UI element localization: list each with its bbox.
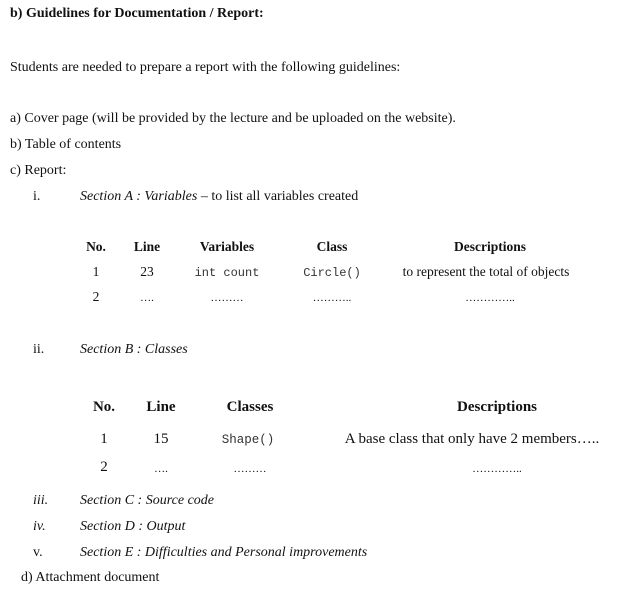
table-b-row-2-no: 2 [100, 459, 108, 475]
table-a-header-class: Class [316, 239, 348, 254]
list-item-table-of-contents: b) Table of contents [10, 137, 122, 152]
roman-numeral-iv: iv. [33, 519, 46, 534]
list-item-attachment: d) Attachment document [21, 570, 160, 585]
list-item-report: c) Report: [10, 163, 67, 178]
roman-numeral-v: v. [33, 545, 43, 560]
roman-numeral-ii: ii. [33, 342, 45, 357]
intro-text: Students are needed to prepare a report with the following guidelines: [10, 60, 401, 75]
section-a-label: Section A : Variables [80, 189, 198, 204]
table-b-header-classes: Classes [226, 399, 274, 415]
table-a-header-no: No. [86, 239, 106, 254]
section-c-title: Section C : Source code [80, 493, 214, 508]
table-a-row-2-class: ……….. [312, 292, 352, 304]
table-a-row-2-line: …. [140, 292, 154, 304]
table-b-row-1-class: Shape() [221, 433, 275, 447]
section-a-title [80, 189, 358, 205]
table-b-row-1-description: A base class that only have 2 members….. [344, 431, 600, 447]
table-a-header-variables: Variables [199, 239, 255, 254]
table-b-row-2-line: …. [154, 463, 168, 475]
section-heading: b) Guidelines for Documentation / Report: [10, 6, 264, 21]
table-b-row-1-no: 1 [100, 431, 108, 447]
table-b-header-descriptions: Descriptions [457, 399, 537, 415]
section-b-title: Section B : Classes [80, 342, 188, 357]
table-a-row-2-description: ………….. [465, 292, 515, 304]
table-a-header-descriptions: Descriptions [454, 239, 526, 254]
table-b-row-2-description: ………….. [472, 463, 522, 475]
section-d-title: Section D : Output [80, 519, 186, 534]
table-a-row-2-variable: ……… [210, 292, 244, 304]
table-b-header-no: No. [92, 399, 116, 415]
table-a-row-1-description: to represent the total of objects [402, 264, 570, 279]
table-a-row-2-no: 2 [92, 289, 100, 304]
table-a-header-line: Line [133, 239, 161, 254]
section-a-description: – to list all variables created [197, 189, 359, 204]
roman-numeral-i: i. [33, 189, 41, 204]
table-a-row-1-variable: int count [194, 266, 260, 280]
table-b-row-2-class: ……… [233, 463, 267, 475]
section-e-title: Section E : Difficulties and Personal improvements [80, 545, 368, 560]
table-b-row-1-line: 15 [153, 431, 169, 447]
table-a-row-1-class: Circle() [303, 266, 361, 280]
roman-numeral-iii: iii. [33, 493, 49, 508]
table-a-row-1-line: 23 [140, 264, 154, 279]
table-a-row-1-no: 1 [92, 264, 100, 279]
table-b-header-line: Line [146, 399, 176, 415]
list-item-cover-page: a) Cover page (will be provided by the lecture and be uploaded on the website). [10, 111, 456, 126]
